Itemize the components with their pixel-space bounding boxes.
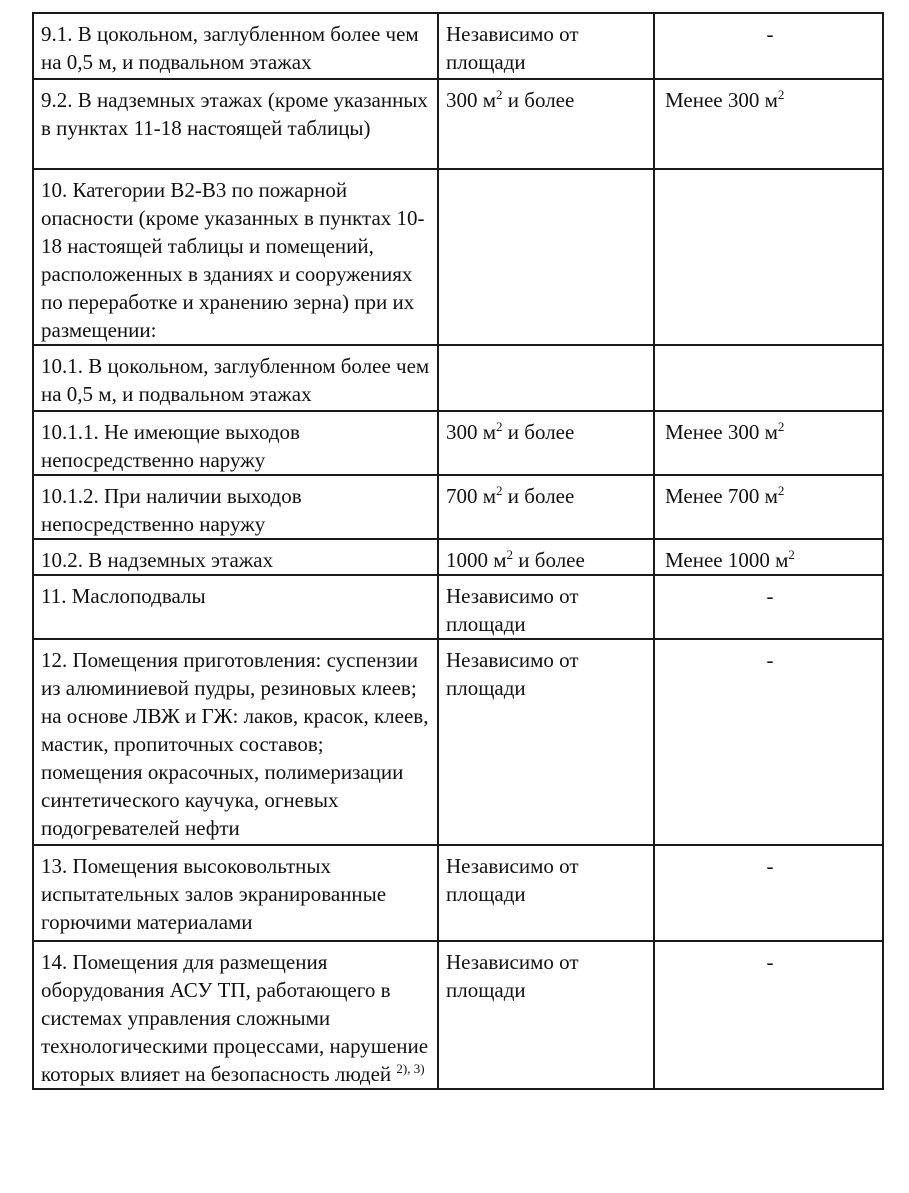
- row-description: 11. Маслоподвалы: [33, 575, 438, 639]
- area-value: Менее 1000 м: [665, 548, 789, 572]
- area-value: 300 м: [446, 420, 497, 444]
- row-description: 10.1.2. При наличии выходов непосредственно наружу: [33, 475, 438, 539]
- table-row: [33, 475, 883, 539]
- row-description: 10. Категории В2-В3 по пожарной опасности (кроме указанных в пунктах 10-18 настоящей таблицы и помещений, расположенных в зданиях и сооружениях по переработке и хранению зерна) при их размещении:: [33, 169, 438, 345]
- requirements-table: [32, 12, 884, 1090]
- unit-superscript: 2: [496, 419, 503, 434]
- row-description: 12. Помещения приготовления: суспензии из алюминиевой пудры, резиновых клеев; на основе ЛВЖ и ГЖ: лаков, красок, клеев, мастик, пропиточных составов; помещения окрасочных, полимеризации синтетического каучука, огневых подогревателей нефти: [33, 639, 438, 845]
- area-exception-cell: -: [654, 575, 883, 639]
- row-description: 10.1. В цокольном, заглубленном более чем на 0,5 м, и подвальном этажах: [33, 345, 438, 411]
- table-row: [33, 539, 883, 575]
- unit-superscript: 2: [777, 419, 785, 434]
- area-condition-cell: [438, 411, 654, 475]
- area-value: Менее 300 м: [665, 88, 778, 112]
- area-condition-cell: Независимо от площади: [438, 575, 654, 639]
- row-description: 10.1.1. Не имеющие выходов непосредственно наружу: [33, 411, 438, 475]
- area-exception-cell: [654, 79, 883, 169]
- area-value: 300 м: [446, 88, 497, 112]
- unit-superscript: 2: [506, 547, 514, 562]
- area-exception-cell: -: [654, 845, 883, 941]
- table-row: [33, 411, 883, 475]
- area-condition-cell: [438, 475, 654, 539]
- table-row: [33, 575, 883, 639]
- row-description: [33, 941, 438, 1089]
- row-description: 9.1. В цокольном, заглубленном более чем на 0,5 м, и подвальном этажах: [33, 13, 438, 79]
- table-row: [33, 639, 883, 845]
- area-value: 1000 м: [446, 548, 507, 572]
- area-exception-cell: -: [654, 639, 883, 845]
- area-condition-cell: [438, 345, 654, 411]
- row-description: 10.2. В надземных этажах: [33, 539, 438, 575]
- footnote-ref: 2), 3): [396, 1061, 425, 1076]
- unit-superscript: 2: [777, 483, 785, 498]
- table-row: [33, 941, 883, 1089]
- area-value: Менее 700 м: [665, 484, 778, 508]
- area-condition-cell: Независимо от площади: [438, 13, 654, 79]
- area-exception-cell: [654, 411, 883, 475]
- row-description: 9.2. В надземных этажах (кроме указанных в пунктах 11-18 настоящей таблицы): [33, 79, 438, 169]
- area-condition-cell: Независимо от площади: [438, 845, 654, 941]
- area-value: 700 м: [446, 484, 497, 508]
- area-suffix: и более: [502, 420, 575, 444]
- unit-superscript: 2: [777, 87, 785, 102]
- unit-superscript: 2: [496, 87, 503, 102]
- area-exception-cell: [654, 475, 883, 539]
- area-exception-cell: [654, 169, 883, 345]
- table-row: [33, 13, 883, 79]
- area-exception-cell: -: [654, 13, 883, 79]
- area-value: Менее 300 м: [665, 420, 778, 444]
- area-condition-cell: [438, 169, 654, 345]
- area-suffix: и более: [502, 484, 575, 508]
- table-row: [33, 845, 883, 941]
- unit-superscript: 2: [788, 547, 795, 562]
- unit-superscript: 2: [496, 483, 503, 498]
- area-exception-cell: [654, 539, 883, 575]
- row-description: 13. Помещения высоковольтных испытательных залов экранированные горючими материалами: [33, 845, 438, 941]
- area-suffix: и более: [513, 548, 585, 572]
- area-condition-cell: [438, 539, 654, 575]
- area-exception-cell: [654, 345, 883, 411]
- table-row: [33, 79, 883, 169]
- area-suffix: и более: [502, 88, 575, 112]
- row-description-text: 14. Помещения для размещения оборудования АСУ ТП, работающего в системах управления сложными технологическими процессами, нарушение которых влияет на безопасность людей: [41, 950, 429, 1086]
- table-row: [33, 345, 883, 411]
- area-condition-cell: Независимо от площади: [438, 941, 654, 1089]
- area-condition-cell: [438, 79, 654, 169]
- table-row: [33, 169, 883, 345]
- area-condition-cell: Независимо от площади: [438, 639, 654, 845]
- area-exception-cell: -: [654, 941, 883, 1089]
